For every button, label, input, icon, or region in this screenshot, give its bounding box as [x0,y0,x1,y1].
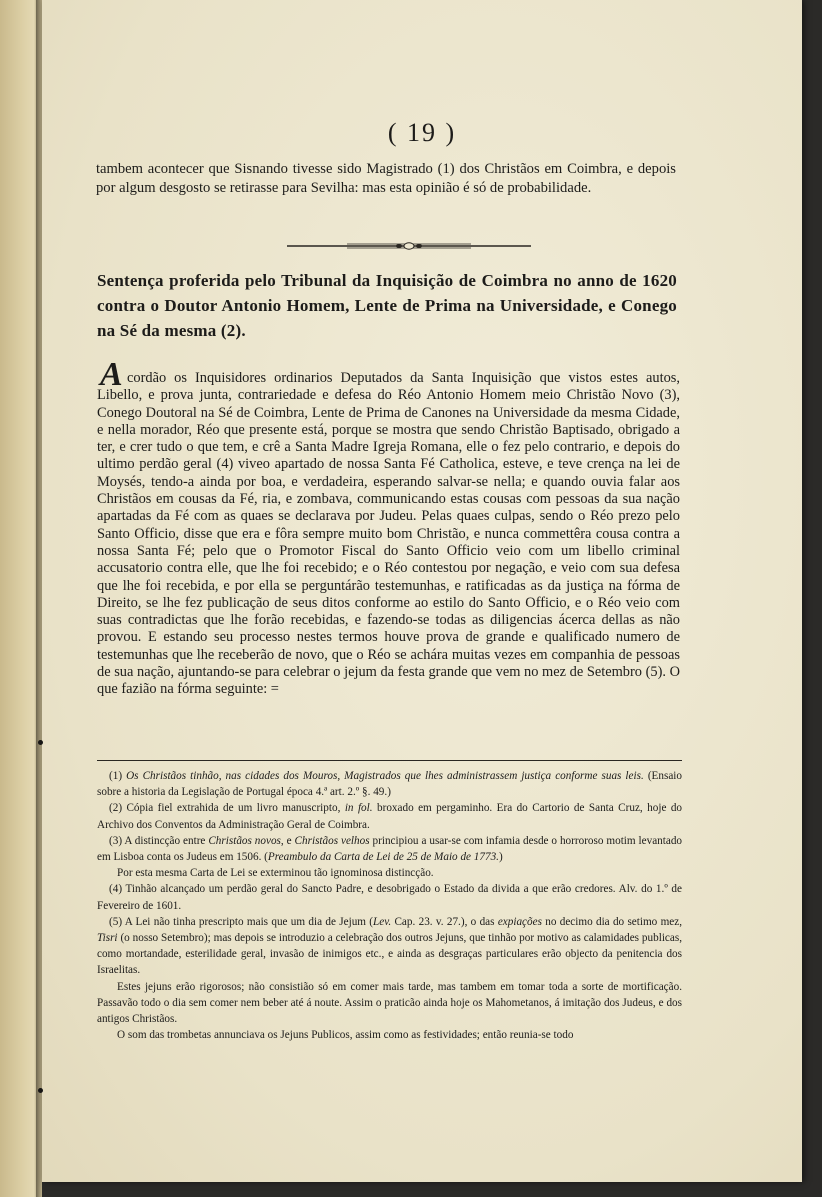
footnote-rule [97,760,682,761]
page-number: ( 19 ) [387,118,457,147]
footnote-3: (3) A distincção entre Christãos novos, e Christãos velhos principiou a usar-se com infamia desde o horroroso motim levantado em Lisboa conta os Judeus em 1506. (Preambulo da Carta de Lei de 25 de Maio de 1773.) [97,834,683,864]
adjacent-page-edge [0,0,40,1197]
footnote-5-continuation-a: Estes jejuns erão rigorosos; não consistião só em comer mais tarde, mas tambem em tomar toda a sorte de mortificação. Passavão todo o dia sem comer nem beber até á noute. Assim o praticão ainda hoje os Mahometanos, á imitação dos Judeus, e dos antigos Christãos. [97,980,682,1026]
document-page [42,0,802,1182]
binding-hole [38,740,43,745]
footnote-3-continuation: Por esta mesma Carta de Lei se exterminou tão ignominosa distincção. [117,867,434,880]
intro-paragraph: tambem acontecer que Sisnando tivesse sido Magistrado (1) dos Christãos em Coimbra, e depois por algum desgosto se retirasse para Sevilha: mas esta opinião é só de probabilidade. [96,161,676,196]
ornamental-divider [287,239,531,253]
footnote-5-continuation-b: O som das trombetas annunciava os Jejuns Publicos, assim como as festividades; então reunia-se todo [117,1029,574,1042]
drop-capital: A [100,356,123,393]
footnote-2: (2) Cópia fiel extrahida de um livro manuscripto, in fol. broxado em pergaminho. Era do Cartorio de Santa Cruz, hoje do Archivo dos Conventos da Administração Geral de Coimbra. [97,802,683,831]
footnote-4: (4) Tinhão alcançado um perdão geral do Sancto Padre, e desobrigado o Estado da divida a que erão credores. Alv. do 1.º de Fevereiro de 1601. [97,883,682,912]
binding-hole [38,1088,43,1093]
body-paragraph: cordão os Inquisidores ordinarios Deputados da Santa Inquisição que vistos estes autos, Libello, e prova junta, contrariedade e defesa do Réo Antonio Homem meio Christão Novo (3), Conego Doutoral na Sé de Coimbra, Lente de Prima de Canones na Universidade da mesma Cidade, e nella morador, Réo que presente está, porque se mostra que sendo Christão Baptisado, obrigado a ter, e crer tudo o que tem, e crê a Santa Madre Igreja Romana, elle o fez pelo contrario, e depois do ultimo perdão geral (4) viveo apartado de nossa Santa Fé Catholica, esteve, e teve crença na lei de Moysés, tendo-a ainda por boa, e verdadeira, esperando salvar-se nella; e quando ouvia falar aos Christãos em cousas da Fé, ria, e zombava, communicando estas cousas com pessoas da sua nação apartadas da Fé com as quaes se declarava por Judeu. Pelas quaes culpas, sendo o Réo prezo pelo Santo Officio, disse que era e fôra sempre muito bom Christão, e nunca commettêra cousa contra a nossa Santa Fé; pelo que o Promotor Fiscal do Santo Officio veio com um libello criminal accusatorio contra elle, que lhe foi recebido; e o Réo contestou por negação, e veio com sua defesa que lhe foi recebida, e por ella se perguntárão testemunhas, e ratificadas as da justiça na fórma de Direito, se lhe fez publicação de seus ditos conforme ao estilo do Santo Officio, e o Réo veio com suas contradictas que lhe forão recebidas, e fazendo-se todas as diligencias ácerca dellas as não provou. E estando seu processo nestes termos houve prova de grande e qualificado numero de testemunhas que lhe receberão de novo, que o Réo se achára muitas vezes em companhia de pessoas de sua nação, ajuntando-se para celebrar o jejum da festa grande que vem no mez de Setembro (5). O que fazião na fórma seguinte: = [97,370,680,698]
sentence-heading: Sentença proferida pelo Tribunal da Inquisição de Coimbra no anno de 1620 contra o Doutor Antonio Homem, Lente de Prima na Universidade, e Conego na Sé da mesma (2). [97,271,677,340]
footnote-1: (1) Os Christãos tinhão, nas cidades dos Mouros, Magistrados que lhes administrassem justiça conforme suas leis. (Ensaio sobre a historia da Legislação de Portugal época 4.ª art. 2.º §. 49.) [97,770,682,799]
footnote-5: (5) A Lei não tinha prescripto mais que um dia de Jejum (Lev. Cap. 23. v. 27.), o das expiações no decimo dia do setimo mez, Tisri (o nosso Setembro); mas depois se introduzio a celebração dos outros Jejuns, que tinhão por motivo as calamidades publicas, como mortandade, esterilidade geral, invasão de inimigos etc., e ainda as desgraças particulares erão objecto da penitencia dos Israelitas. [97,915,683,977]
footnotes [97,768,682,1043]
